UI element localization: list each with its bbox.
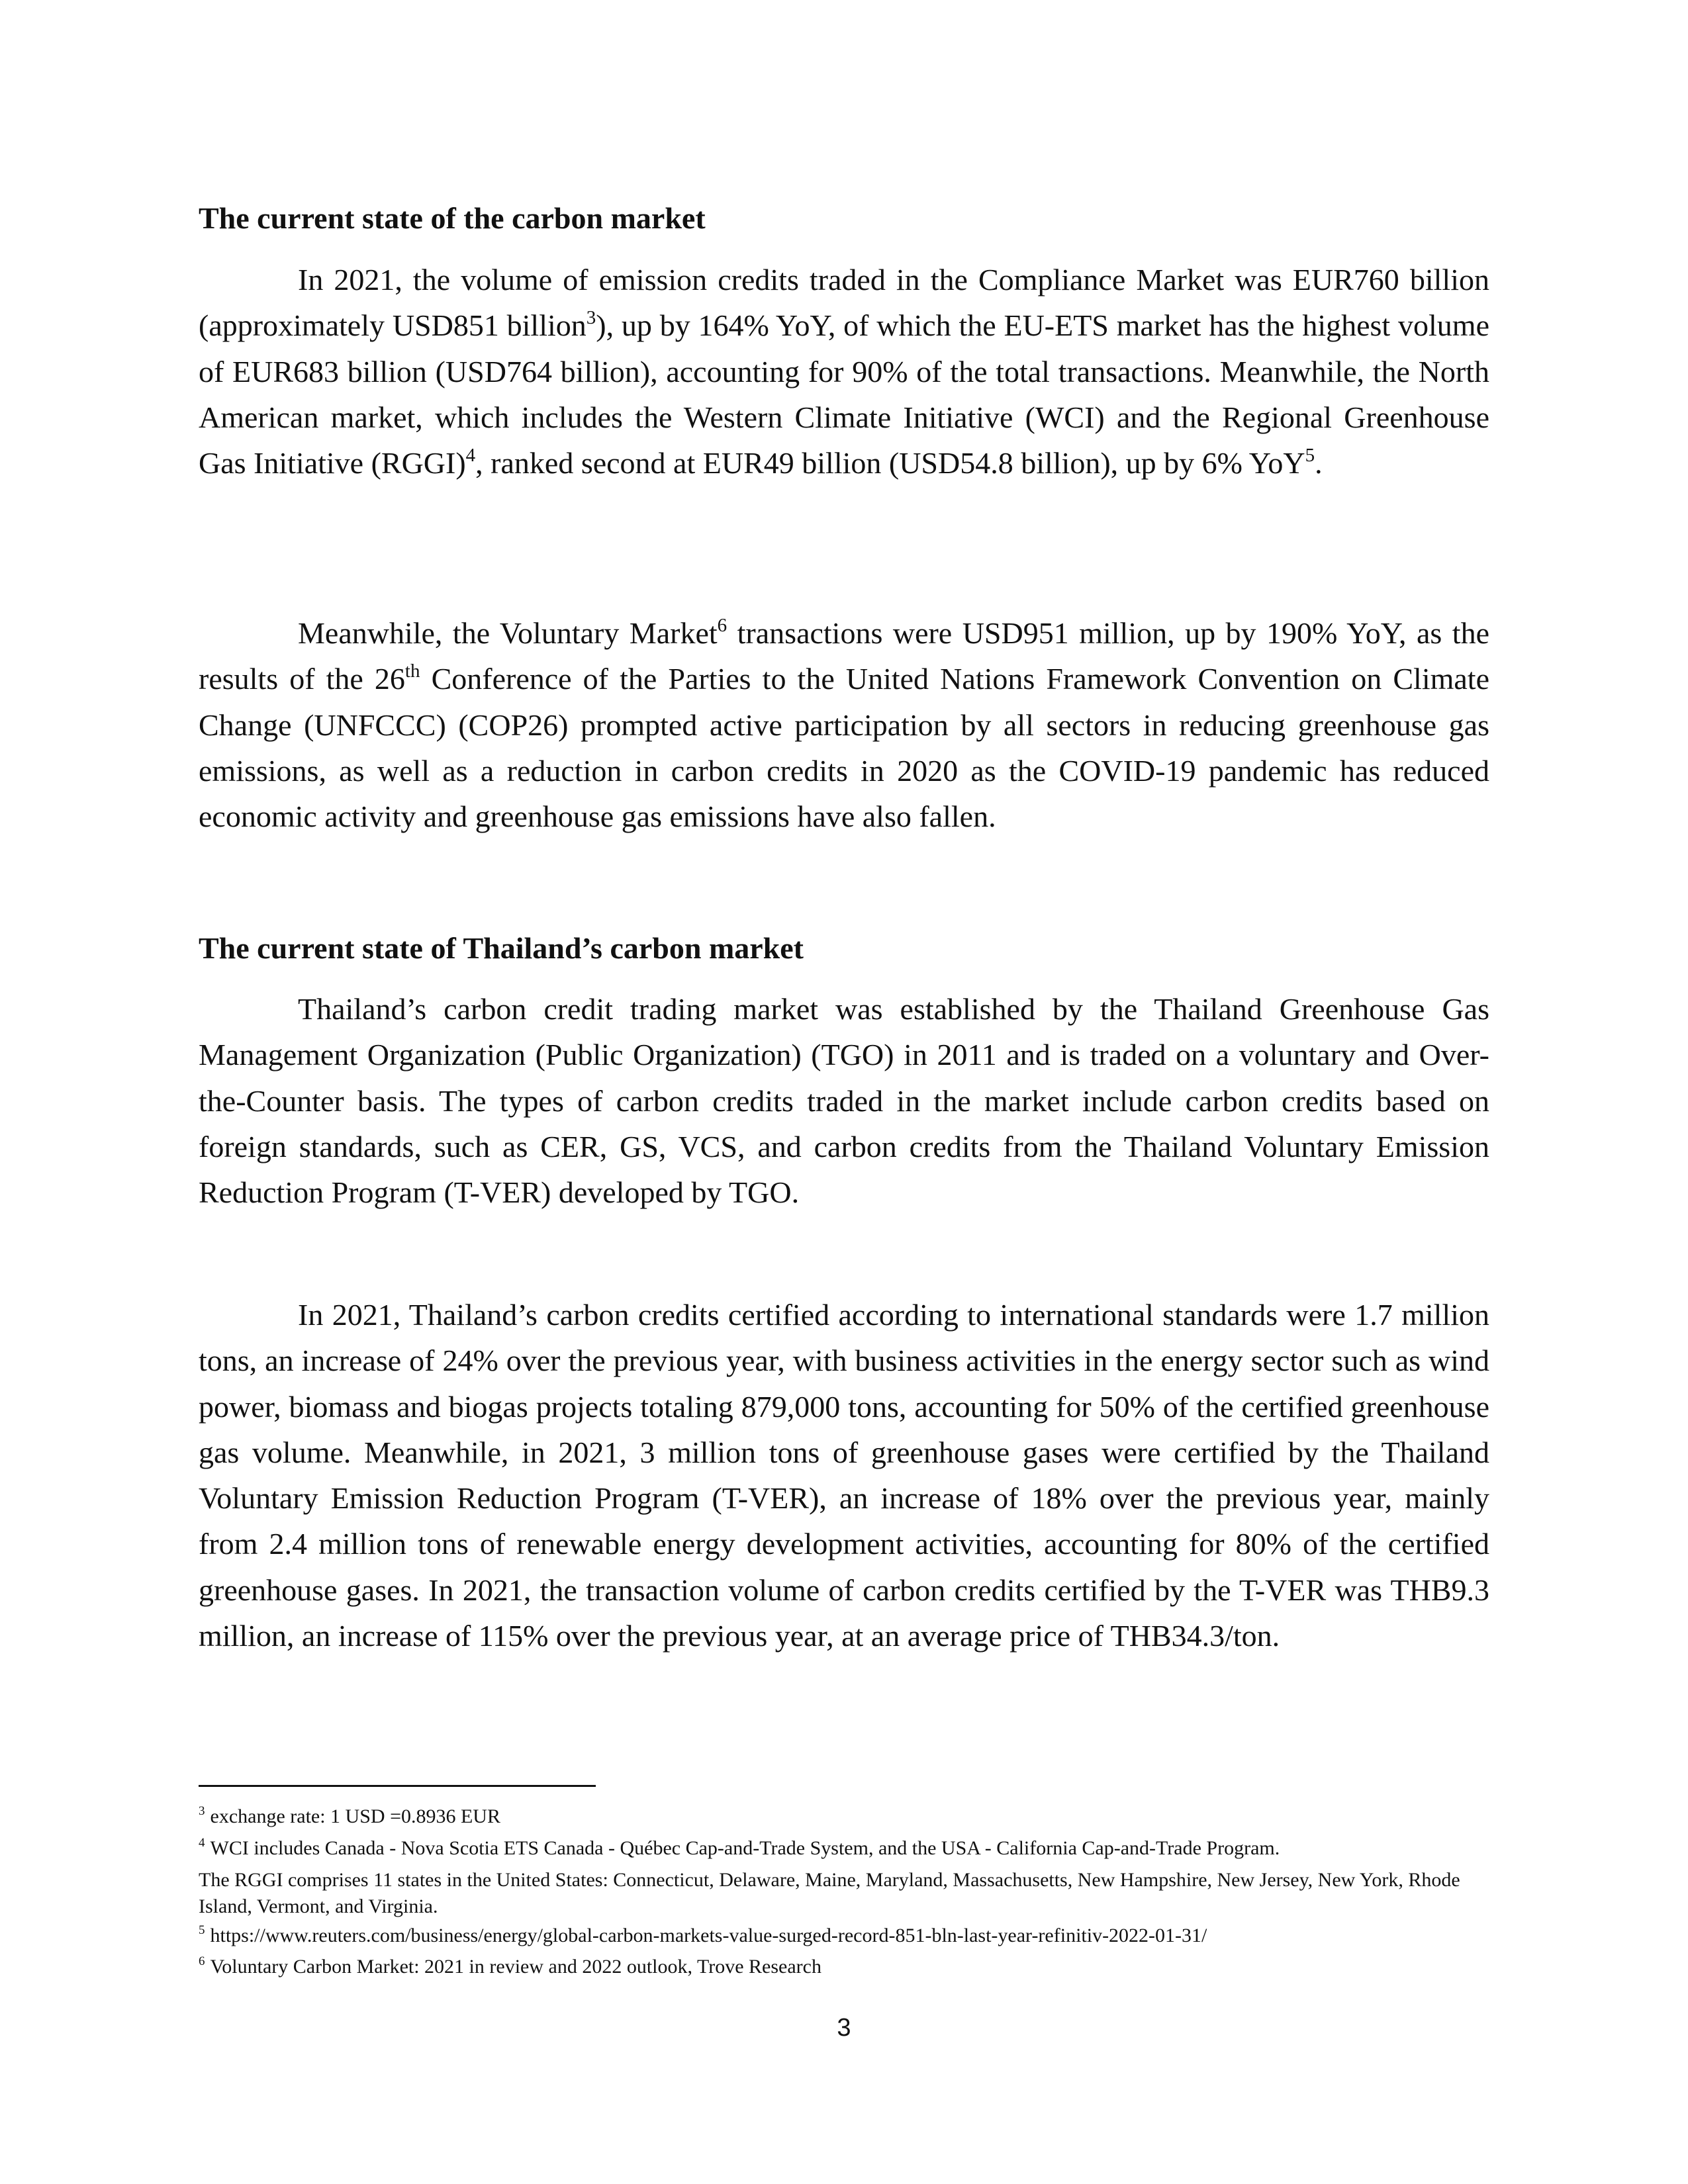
section-heading-thailand-carbon-market: The current state of Thailand’s carbon market [199, 931, 804, 965]
footnote-6 [199, 1954, 1489, 1980]
text-run: . [1315, 446, 1323, 480]
footnote-ref-4: 4 [465, 445, 476, 467]
footnote-text: exchange rate: 1 USD =0.8936 EUR [210, 1805, 500, 1827]
text-run: transactions were USD951 million, up by 190% YoY, as the results of the 26 [199, 616, 1490, 696]
paragraph-thailand-market-establishment [199, 986, 1489, 1215]
page-number: 3 [837, 2014, 851, 2042]
text-run: , ranked second at EUR49 billion (USD54.8 billion), up by 6% YoY [475, 446, 1305, 480]
section-heading-carbon-market: The current state of the carbon market [199, 201, 706, 235]
footnote-separator [199, 1785, 596, 1787]
footnote-ref-6: 6 [717, 615, 727, 636]
text-run: Meanwhile, the Voluntary Market [298, 616, 718, 650]
footnote-3 [199, 1803, 1489, 1830]
footnote-text: The RGGI comprises 11 states in the United States: Connecticut, Delaware, Maine, Maryland, Massachusetts, New Hampshire, New Jersey, New York, Rhode Island, Vermont, and Virginia. [199, 1869, 1460, 1917]
paragraph-thailand-certified-credits [199, 1292, 1489, 1659]
text-run: ), up by 164% YoY, of which the EU-ETS market has the highest volume of EUR683 billion (USD764 billion), accounting for 90% of the total transactions. Meanwhile, the North American market, which includes the Western Climate Initiative (WCI) and the Regional Greenhouse Gas Initiative (RGGI) [199, 308, 1489, 480]
footnote-5 [199, 1923, 1489, 1949]
footnote-mark: 3 [199, 1804, 205, 1818]
paragraph-voluntary-market [199, 610, 1489, 839]
footnote-mark: 5 [199, 1923, 205, 1937]
footnote-mark: 6 [199, 1954, 205, 1968]
footnote-ref-5: 5 [1305, 445, 1315, 467]
footnote-text: Voluntary Carbon Market: 2021 in review and 2022 outlook, Trove Research [210, 1956, 821, 1978]
footnote-link-text: https://www.reuters.com/business/energy/global-carbon-markets-value-surged-record-851-bln-last-year-refinitiv-2022-01-31/ [210, 1925, 1207, 1946]
ordinal-suffix: th [404, 660, 420, 682]
footnote-mark: 4 [199, 1836, 205, 1850]
footnote-4 [199, 1835, 1489, 1862]
footnote-4-continued [199, 1867, 1489, 1920]
text-run: In 2021, Thailand’s carbon credits certified according to international standards were 1.7 million tons, an increase of 24% over the previous year, with business activities in the energy sector such as wind power, biomass and biogas projects totaling 879,000 tons, accounting for 50% of the certified greenhouse gas volume. Meanwhile, in 2021, 3 million tons of greenhouse gases were certified by the Thailand Voluntary Emission Reduction Program (T-VER), an increase of 18% over the previous year, mainly from 2.4 million tons of renewable energy development activities, accounting for 80% of the certified greenhouse gases. In 2021, the transaction volume of carbon credits certified by the T-VER was THB9.3 million, an increase of 115% over the previous year, at an average price of THB34.3/ton. [199, 1298, 1489, 1653]
text-run: Conference of the Parties to the United Nations Framework Convention on Climate Change (UNFCCC) (COP26) prompted active participation by all sectors in reducing greenhouse gas emissions, as well as a reduction in carbon credits in 2020 as the COVID-19 pandemic has reduced economic activity and greenhouse gas emissions have also fallen. [199, 662, 1489, 834]
paragraph-compliance-market [199, 257, 1489, 486]
footnote-ref-3: 3 [586, 307, 596, 329]
footnote-text: WCI includes Canada - Nova Scotia ETS Canada - Québec Cap-and-Trade System, and the USA - California Cap-and-Trade Program. [210, 1837, 1280, 1859]
text-run: In 2021, the volume of emission credits traded in the Compliance Market was EUR760 billion (approximately USD851 billion [199, 263, 1489, 343]
text-run: Thailand’s carbon credit trading market was established by the Thailand Greenhouse Gas Management Organization (Public Organization) (TGO) in 2011 and is traded on a voluntary and Over-the-Counter basis. The types of carbon credits traded in the market include carbon credits based on foreign standards, such as CER, GS, VCS, and carbon credits from the Thailand Voluntary Emission Reduction Program (T-VER) developed by TGO. [199, 992, 1489, 1210]
